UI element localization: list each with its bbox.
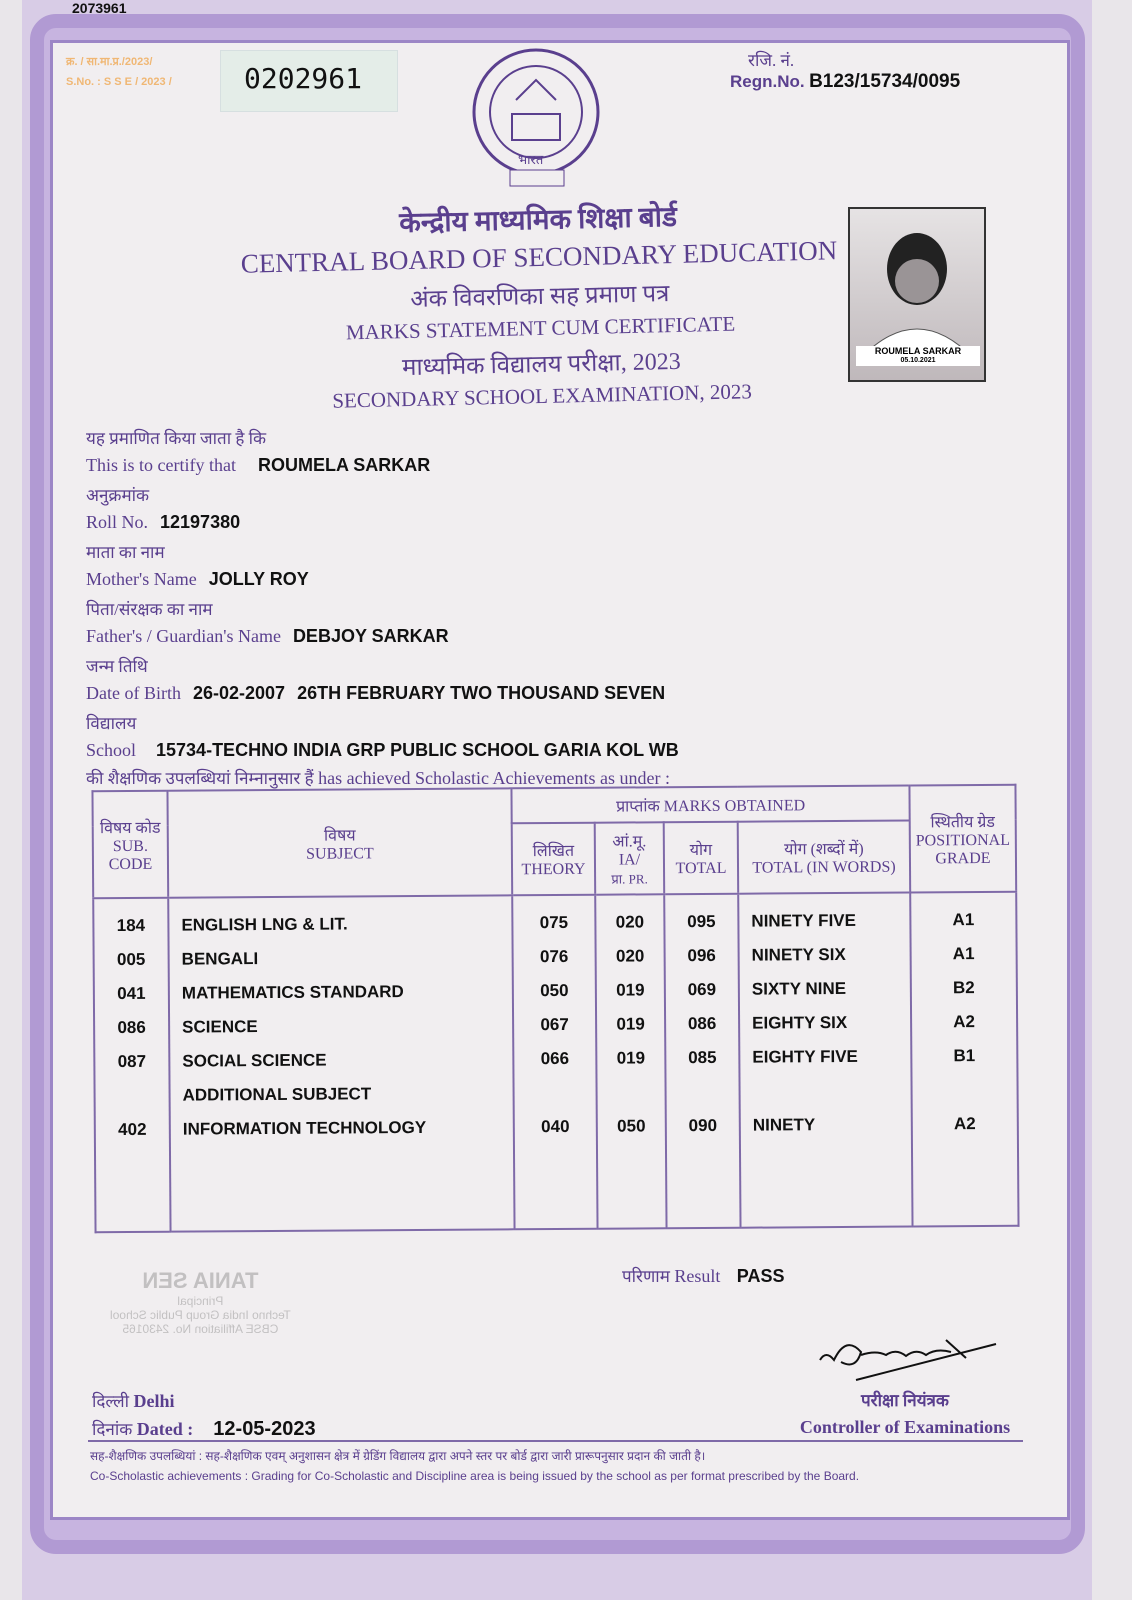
doc-title-hindi: अंक विवरणिका सह प्रमाण पत्र [409, 281, 670, 313]
ia-column [595, 894, 666, 1228]
student-details [86, 425, 679, 793]
result [622, 1264, 784, 1287]
cell-theory: 075 [539, 912, 569, 933]
spacer [514, 1076, 595, 1111]
controller-label: Controller of Examinations [799, 1417, 1011, 1437]
student-photo [848, 207, 986, 382]
table-body [93, 892, 1018, 1232]
result-label: Result [674, 1266, 721, 1286]
result-hindi: परिणाम [622, 1267, 670, 1286]
cell-words: NINETY [752, 1115, 816, 1135]
school-label: School [86, 740, 137, 760]
dob-label: Date of Birth [86, 683, 181, 703]
controller-signature [816, 1330, 1006, 1390]
exam-title-hindi: माध्यमिक विद्यालय परीक्षा, 2023 [401, 348, 681, 382]
codes-column [93, 898, 170, 1233]
cell-theory: 040 [541, 1116, 570, 1137]
cell-subject: INFORMATION TECHNOLOGY [182, 1117, 427, 1139]
total-column [664, 894, 740, 1229]
board-name-hindi: केन्द्रीय माध्यमिक शिक्षा बोर्ड [398, 201, 678, 240]
header-theory: लिखित THEORY [512, 823, 596, 896]
cell-theory: 067 [540, 1014, 569, 1035]
footnote-english: Co-Scholastic achievements : Grading for Co-Scholastic and Discipline area is being issued by the school as per format prescribed by the Board. [90, 1469, 860, 1483]
serial-number: 2073961 [72, 0, 127, 16]
cell-grade: A1 [952, 910, 975, 930]
cell-theory: 066 [540, 1048, 570, 1069]
cell-code: 087 [117, 1051, 147, 1072]
controller [790, 1388, 1020, 1440]
spacer [912, 1073, 1016, 1108]
issue-date: 12-05-2023 [213, 1418, 316, 1440]
place: Delhi [133, 1391, 175, 1411]
result-value: PASS [736, 1266, 785, 1286]
roll-hindi: अनुक्रमांक [86, 486, 150, 505]
cell-words: NINETY FIVE [751, 910, 857, 931]
cell-subject: MATHEMATICS STANDARD [181, 982, 404, 1003]
exam-title: SECONDARY SCHOOL EXAMINATION, 2023 [332, 379, 753, 413]
footnote [90, 1446, 1030, 1486]
spacer [752, 1074, 910, 1109]
cell-ia: 019 [616, 1014, 645, 1034]
cell-subject: ENGLISH LNG & LIT. [181, 914, 348, 935]
cell-code: 402 [118, 1119, 147, 1140]
cell-words: EIGHTY FIVE [752, 1046, 858, 1067]
cell-ia: 020 [615, 912, 645, 932]
certify-hindi: यह प्रमाणित किया जाता है कि [86, 429, 267, 448]
roll-label: Roll No. [86, 512, 149, 532]
cell-words: EIGHTY SIX [752, 1012, 848, 1033]
achieved-label: has achieved Scholastic Achievements as under : [318, 768, 670, 788]
controller-hindi: परीक्षा नियंत्रक [861, 1391, 949, 1410]
cell-total: 090 [688, 1115, 718, 1136]
cell-total: 096 [687, 945, 716, 966]
school-stamp-mirrored: TANIA SEN Principal Techno India Group Public School CBSE Affiliation No. 2430165 [110, 1268, 291, 1336]
ref-line: S.No. : S S E / 2023 / [66, 76, 172, 88]
place-hindi: दिल्ली [92, 1392, 130, 1411]
cell-theory: 076 [539, 946, 569, 967]
spacer [597, 1075, 664, 1109]
place-date [92, 1388, 316, 1444]
cell-code: 184 [116, 915, 146, 936]
cell-total: 069 [687, 979, 717, 1000]
cell-ia: 019 [616, 980, 645, 1000]
spacer [666, 1075, 738, 1110]
photo-name: ROUMELA SARKAR [874, 346, 962, 356]
cell-total: 085 [688, 1047, 717, 1068]
grade-column [910, 892, 1018, 1227]
cell-subject: SCIENCE [182, 1017, 258, 1037]
roll-number: 12197380 [160, 512, 241, 532]
mother-name: JOLLY ROY [208, 569, 309, 589]
cell-ia: 019 [616, 1048, 646, 1068]
subjects-column [168, 895, 514, 1231]
school-hindi: विद्यालय [86, 714, 137, 733]
words-column [738, 893, 912, 1228]
dob-words: 26TH FEBRUARY TWO THOUSAND SEVEN [297, 683, 666, 703]
certificate-number: 0202961 [244, 62, 363, 95]
header-subject: विषय SUBJECT [167, 788, 512, 897]
cell-words: SIXTY NINE [751, 978, 847, 999]
ref-line: क्र. / सा.मा.प्र./2023/ [66, 56, 153, 68]
header-ia: आं.मू. IA/ प्रा. PR. [595, 822, 665, 894]
emblem-text: भारत [518, 152, 544, 167]
theory-column [512, 895, 597, 1230]
mother-hindi: माता का नाम [86, 543, 165, 562]
regn-label: Regn.No. [730, 72, 805, 91]
cell-total: 086 [687, 1013, 717, 1034]
regn-value: B123/15734/0095 [809, 71, 961, 92]
dated-hindi: दिनांक [92, 1420, 133, 1439]
doc-title: MARKS STATEMENT CUM CERTIFICATE [345, 311, 736, 345]
cell-grade: A1 [952, 944, 975, 964]
header [198, 192, 883, 416]
regn-hindi: रजि. नं. [748, 51, 795, 70]
cell-subject: SOCIAL SCIENCE [182, 1050, 327, 1071]
board-name: CENTRAL BOARD OF SECONDARY EDUCATION [240, 235, 838, 279]
marks-table [91, 784, 1019, 1233]
registration [730, 48, 960, 93]
cell-grade: A2 [953, 1012, 976, 1032]
header-total: योग TOTAL [664, 822, 739, 895]
mother-label: Mother's Name [86, 569, 197, 589]
school-name: 15734-TECHNO INDIA GRP PUBLIC SCHOOL GARIA KOL WB [156, 740, 679, 760]
spacer [95, 1079, 168, 1114]
dob-hindi: जन्म तिथि [86, 657, 148, 676]
father-hindi: पिता/संरक्षक का नाम [86, 600, 213, 619]
father-label: Father's / Guardian's Name [86, 626, 281, 646]
father-name: DEBJOY SARKAR [292, 626, 449, 646]
header-marks: प्राप्तांक MARKS OBTAINED [511, 786, 909, 824]
cell-ia: 020 [615, 946, 645, 966]
dob-value: 26-02-2007 [192, 683, 286, 703]
cell-grade: B1 [953, 1046, 976, 1066]
footnote-hindi: सह-शैक्षणिक उपलब्धियां : सह-शैक्षणिक एवम् अनुशासन क्षेत्र में ग्रेडिंग विद्यालय द्वारा अपने स्तर पर बोर्ड द्वारा जारी प्रारूपनुसार प्रदान की जाती है। [90, 1449, 706, 1463]
additional-subject-label: ADDITIONAL SUBJECT [182, 1084, 372, 1105]
header-code: विषय कोड SUB. CODE [92, 791, 168, 899]
certify-label: This is to certify that [86, 455, 236, 475]
dated-label: Dated : [136, 1419, 194, 1439]
cell-code: 086 [117, 1017, 146, 1038]
cell-code: 005 [116, 949, 146, 970]
orange-reference [66, 52, 172, 92]
cell-grade: B2 [952, 978, 975, 998]
cell-theory: 050 [540, 980, 569, 1001]
student-name: ROUMELA SARKAR [257, 455, 431, 475]
cell-words: NINETY SIX [751, 944, 846, 965]
cell-subject: BENGALI [181, 949, 259, 969]
header-grade: स्थितीय ग्रेड POSITIONAL GRADE [909, 785, 1016, 893]
achieved-hindi: की शैक्षणिक उपलब्धियां निम्नानुसार हैं [86, 769, 314, 788]
cell-total: 095 [687, 911, 716, 932]
cell-ia: 050 [617, 1116, 646, 1136]
cell-code: 041 [117, 983, 146, 1004]
photo-date: 05.10.2021 [900, 357, 936, 364]
cell-grade: A2 [953, 1114, 976, 1134]
header-total-words: योग (शब्दों में) TOTAL (IN WORDS) [738, 821, 910, 894]
cbse-emblem [470, 44, 604, 194]
